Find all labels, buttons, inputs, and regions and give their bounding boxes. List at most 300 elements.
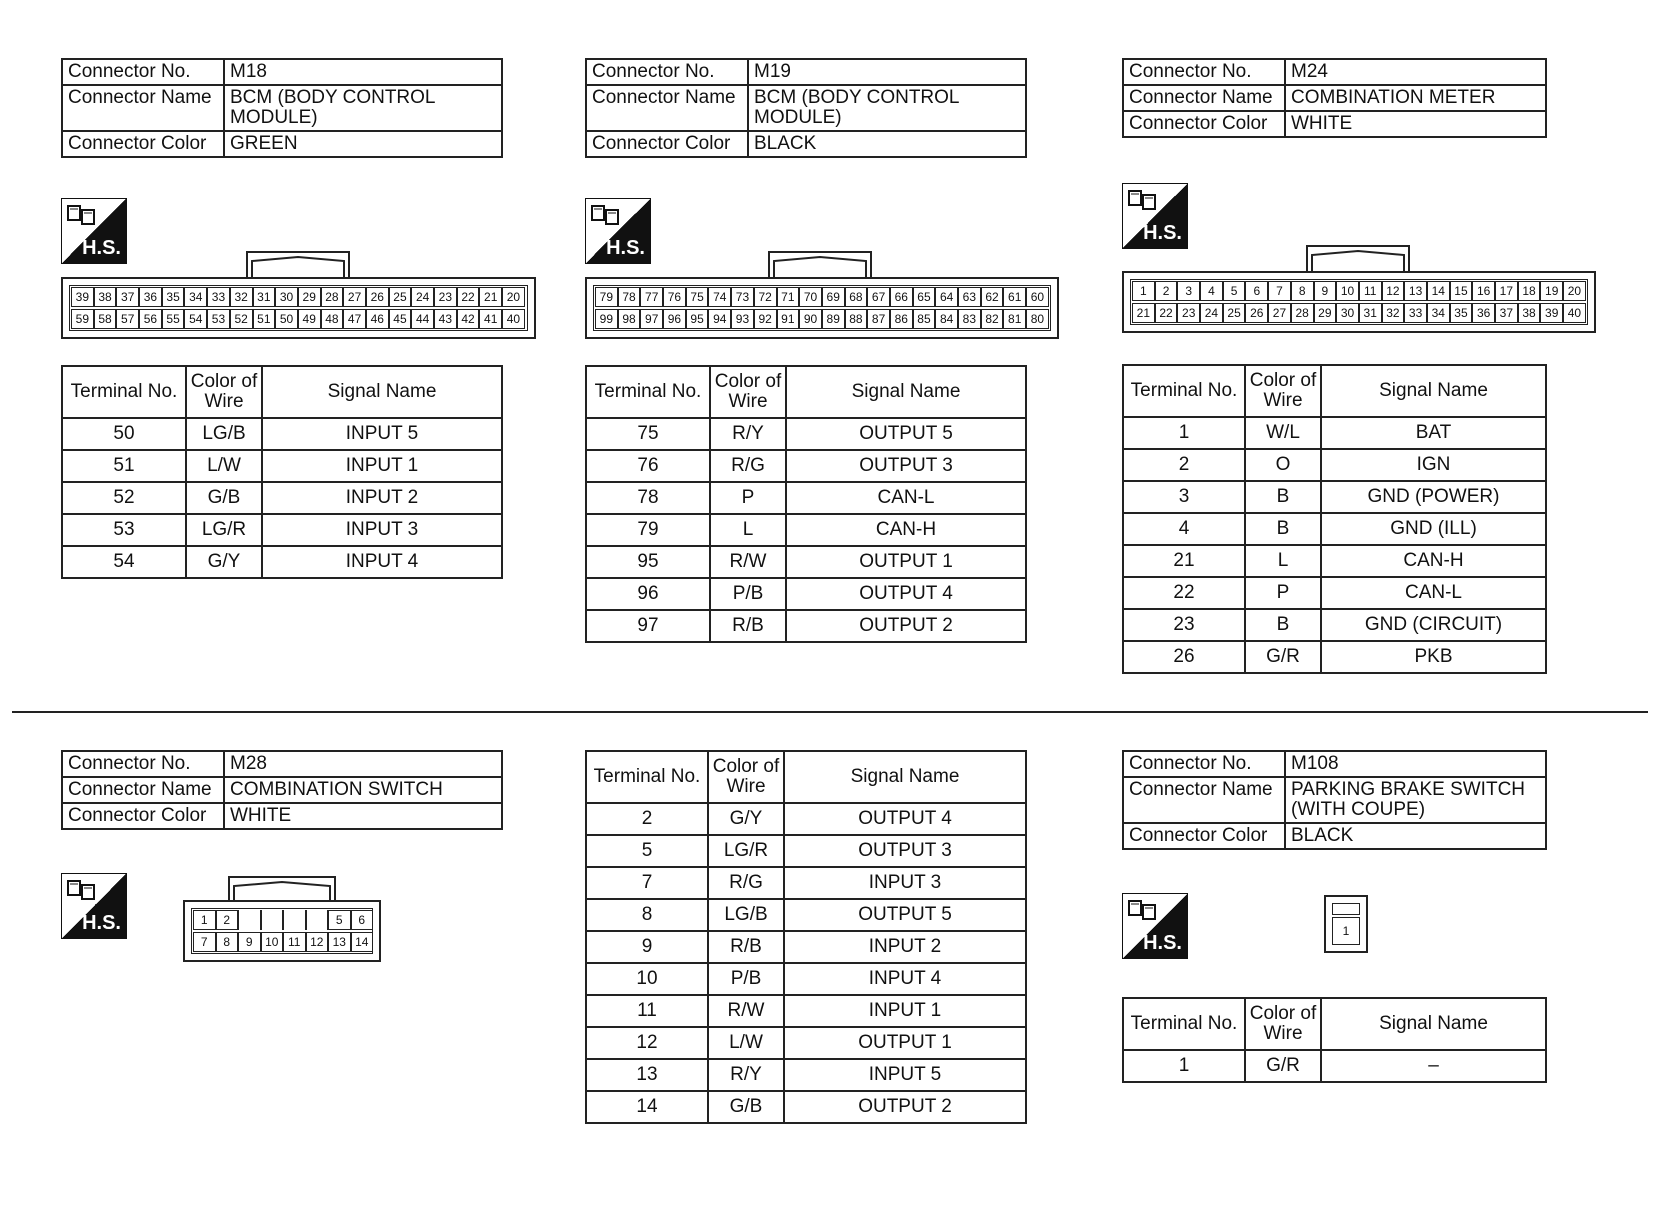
wire-color-cell: P/B xyxy=(708,963,784,995)
hs-label: H.S. xyxy=(1143,932,1182,954)
m19-terminal-table xyxy=(585,365,1027,643)
pin-row-top xyxy=(71,287,525,307)
connector-pin: 28 xyxy=(321,287,344,307)
wire-color-cell: O xyxy=(1245,449,1321,481)
wire-color-header: Color of Wire xyxy=(708,751,784,803)
connector-pin: 19 xyxy=(1540,281,1563,301)
connector-pin: 34 xyxy=(184,287,207,307)
connector-pin: 57 xyxy=(116,309,139,329)
signal-name-cell: OUTPUT 4 xyxy=(784,803,1026,835)
connector-pin: 24 xyxy=(411,287,434,307)
table-row xyxy=(586,899,1026,931)
wire-color-cell: B xyxy=(1245,481,1321,513)
table-row xyxy=(586,610,1026,642)
connector-pin: 70 xyxy=(799,287,822,307)
terminal-no-cell: 12 xyxy=(586,1027,708,1059)
connector-pin: 4 xyxy=(1200,281,1223,301)
connector-pin: 83 xyxy=(958,309,981,329)
signal-name-header: Signal Name xyxy=(784,751,1026,803)
connector-no-value: M18 xyxy=(224,59,502,85)
connector-pin: 58 xyxy=(94,309,117,329)
m24-terminal-table xyxy=(1122,364,1547,674)
wire-color-header: Color of Wire xyxy=(186,366,262,418)
connector-hand-icon xyxy=(1128,899,1158,921)
connector-pin: 22 xyxy=(457,287,480,307)
connector-pin: 28 xyxy=(1291,303,1314,323)
pin-row-top xyxy=(193,910,373,930)
wire-color-cell: LG/B xyxy=(708,899,784,931)
terminal-no-cell: 2 xyxy=(586,803,708,835)
connector-pin: 8 xyxy=(216,932,239,952)
harness-side-icon xyxy=(1122,183,1188,249)
terminal-no-header: Terminal No. xyxy=(1123,365,1245,417)
signal-name-cell: INPUT 1 xyxy=(262,450,502,482)
connector-pin: 14 xyxy=(351,932,374,952)
connector-pin: 9 xyxy=(1314,281,1337,301)
table-row xyxy=(586,803,1026,835)
signal-name-header: Signal Name xyxy=(1321,365,1546,417)
signal-name-cell: IGN xyxy=(1321,449,1546,481)
connector-pin: 21 xyxy=(1132,303,1155,323)
connector-hand-icon xyxy=(67,879,97,901)
connector-pin: 84 xyxy=(935,309,958,329)
connector-name-label: Connector Name xyxy=(62,85,224,131)
connector-pin: 27 xyxy=(1268,303,1291,323)
harness-side-icon xyxy=(61,873,127,939)
signal-name-cell: INPUT 5 xyxy=(784,1059,1026,1091)
wire-color-cell: P xyxy=(710,482,786,514)
connector-pin: 33 xyxy=(207,287,230,307)
connector-pin: 10 xyxy=(261,932,284,952)
connector-pin: 32 xyxy=(230,287,253,307)
signal-name-header: Signal Name xyxy=(1321,998,1546,1050)
m18-connector-face xyxy=(61,277,536,339)
connector-pin: 99 xyxy=(595,309,618,329)
harness-side-icon xyxy=(61,198,127,264)
connector-pin: 47 xyxy=(343,309,366,329)
terminal-no-cell: 52 xyxy=(62,482,186,514)
connector-pin: 90 xyxy=(799,309,822,329)
connector-no-value: M19 xyxy=(748,59,1026,85)
signal-name-cell: INPUT 4 xyxy=(784,963,1026,995)
connector-pin: 23 xyxy=(434,287,457,307)
connector-pin xyxy=(283,910,306,930)
connector-pin: 75 xyxy=(686,287,709,307)
signal-name-cell: GND (CIRCUIT) xyxy=(1321,609,1546,641)
signal-name-cell: OUTPUT 2 xyxy=(786,610,1026,642)
table-row xyxy=(586,867,1026,899)
connector-pin: 26 xyxy=(366,287,389,307)
connector-pin: 15 xyxy=(1450,281,1473,301)
terminal-no-cell: 10 xyxy=(586,963,708,995)
connector-pin: 2 xyxy=(1155,281,1178,301)
terminal-no-header: Terminal No. xyxy=(62,366,186,418)
pin-row-bottom xyxy=(595,309,1049,329)
connector-color-label: Connector Color xyxy=(1123,111,1285,137)
pin-row-bottom xyxy=(193,932,373,952)
table-row xyxy=(1123,609,1546,641)
wire-color-cell: L xyxy=(710,514,786,546)
connector-name-value: BCM (BODY CONTROL MODULE) xyxy=(748,85,1026,131)
signal-name-cell: GND (POWER) xyxy=(1321,481,1546,513)
terminal-no-cell: 11 xyxy=(586,995,708,1027)
table-row xyxy=(1123,481,1546,513)
hs-label: H.S. xyxy=(82,912,121,934)
m28-connector-face xyxy=(183,900,381,962)
wire-color-cell: R/W xyxy=(710,546,786,578)
m19-connector-info xyxy=(585,58,1027,158)
wire-color-cell: R/Y xyxy=(710,418,786,450)
connector-pin: 64 xyxy=(935,287,958,307)
table-row xyxy=(586,546,1026,578)
connector-no-label: Connector No. xyxy=(62,59,224,85)
wire-color-cell: G/B xyxy=(186,482,262,514)
connector-pin: 46 xyxy=(366,309,389,329)
connector-pin xyxy=(306,910,329,930)
connector-pin: 34 xyxy=(1427,303,1450,323)
connector-latch xyxy=(228,876,336,902)
connector-pin: 5 xyxy=(328,910,351,930)
connector-pin: 17 xyxy=(1495,281,1518,301)
connector-pin: 71 xyxy=(777,287,800,307)
connector-pin: 93 xyxy=(731,309,754,329)
connector-pin: 30 xyxy=(1336,303,1359,323)
connector-pin xyxy=(261,910,284,930)
connector-pin: 9 xyxy=(238,932,261,952)
table-row xyxy=(586,963,1026,995)
connector-pin: 56 xyxy=(139,309,162,329)
table-row xyxy=(62,546,502,578)
connector-no-label: Connector No. xyxy=(1123,751,1285,777)
connector-pin: 67 xyxy=(867,287,890,307)
connector-pin: 48 xyxy=(321,309,344,329)
connector-pin: 21 xyxy=(479,287,502,307)
wire-color-cell: R/Y xyxy=(708,1059,784,1091)
connector-pin: 33 xyxy=(1404,303,1427,323)
signal-name-header: Signal Name xyxy=(786,366,1026,418)
connector-hand-icon xyxy=(1128,189,1158,211)
signal-name-cell: GND (ILL) xyxy=(1321,513,1546,545)
pin-1: 1 xyxy=(1332,917,1360,945)
connector-pin: 7 xyxy=(193,932,216,952)
wire-color-cell: LG/R xyxy=(708,835,784,867)
connector-pin: 25 xyxy=(389,287,412,307)
table-row xyxy=(62,418,502,450)
wire-color-cell: W/L xyxy=(1245,417,1321,449)
table-row xyxy=(1123,545,1546,577)
wire-color-cell: G/R xyxy=(1245,1050,1321,1082)
harness-side-icon xyxy=(585,198,651,264)
connector-pin: 3 xyxy=(1177,281,1200,301)
connector-pin: 32 xyxy=(1382,303,1405,323)
table-row xyxy=(586,514,1026,546)
connector-pin xyxy=(238,910,261,930)
terminal-no-cell: 50 xyxy=(62,418,186,450)
table-row xyxy=(586,835,1026,867)
terminal-no-cell: 1 xyxy=(1123,417,1245,449)
connector-name-value: COMBINATION METER xyxy=(1285,85,1546,111)
connector-pin: 40 xyxy=(1563,303,1586,323)
connector-pin: 74 xyxy=(708,287,731,307)
connector-pin: 1 xyxy=(193,910,216,930)
terminal-no-cell: 21 xyxy=(1123,545,1245,577)
connector-pin: 30 xyxy=(275,287,298,307)
connector-color-label: Connector Color xyxy=(62,803,224,829)
table-row xyxy=(586,931,1026,963)
signal-name-cell: OUTPUT 2 xyxy=(784,1091,1026,1123)
connector-no-value: M108 xyxy=(1285,751,1546,777)
signal-name-cell: OUTPUT 3 xyxy=(786,450,1026,482)
connector-latch xyxy=(768,251,872,279)
connector-pin: 12 xyxy=(306,932,329,952)
terminal-no-cell: 5 xyxy=(586,835,708,867)
m108-connector-info xyxy=(1122,750,1547,850)
wire-color-cell: R/G xyxy=(708,867,784,899)
connector-pin: 38 xyxy=(94,287,117,307)
signal-name-cell: PKB xyxy=(1321,641,1546,673)
table-row xyxy=(1123,641,1546,673)
table-row xyxy=(586,1059,1026,1091)
connector-name-value: PARKING BRAKE SWITCH (WITH COUPE) xyxy=(1285,777,1546,823)
connector-pin: 94 xyxy=(708,309,731,329)
connector-pin: 59 xyxy=(71,309,94,329)
wire-color-cell: P/B xyxy=(710,578,786,610)
connector-pin: 29 xyxy=(1314,303,1337,323)
table-row xyxy=(586,482,1026,514)
connector-pin: 43 xyxy=(434,309,457,329)
table-row xyxy=(586,578,1026,610)
terminal-no-header: Terminal No. xyxy=(1123,998,1245,1050)
connector-pin: 23 xyxy=(1177,303,1200,323)
connector-pin: 68 xyxy=(845,287,868,307)
connector-pin: 16 xyxy=(1472,281,1495,301)
connector-pin: 87 xyxy=(867,309,890,329)
table-row xyxy=(62,450,502,482)
section-divider xyxy=(12,711,1648,713)
connector-pin: 61 xyxy=(1003,287,1026,307)
hs-label: H.S. xyxy=(82,237,121,259)
terminal-no-cell: 14 xyxy=(586,1091,708,1123)
connector-pin: 45 xyxy=(389,309,412,329)
m24-connector-info xyxy=(1122,58,1547,138)
connector-pin: 22 xyxy=(1155,303,1178,323)
connector-pin: 31 xyxy=(1359,303,1382,323)
m108-connector-face xyxy=(1324,895,1368,953)
table-row xyxy=(586,995,1026,1027)
connector-pin: 44 xyxy=(411,309,434,329)
connector-latch xyxy=(246,251,350,279)
connector-pin: 66 xyxy=(890,287,913,307)
connector-pin: 77 xyxy=(640,287,663,307)
wire-color-cell: R/W xyxy=(708,995,784,1027)
connector-pin: 51 xyxy=(253,309,276,329)
connector-pin: 96 xyxy=(663,309,686,329)
signal-name-cell: INPUT 2 xyxy=(262,482,502,514)
connector-pin: 31 xyxy=(253,287,276,307)
connector-pin: 5 xyxy=(1223,281,1246,301)
connector-pin: 36 xyxy=(1472,303,1495,323)
connector-color-value: BLACK xyxy=(748,131,1026,157)
connector-pin: 73 xyxy=(731,287,754,307)
wire-color-header: Color of Wire xyxy=(1245,365,1321,417)
connector-pin: 82 xyxy=(981,309,1004,329)
connector-pin: 49 xyxy=(298,309,321,329)
terminal-no-cell: 76 xyxy=(586,450,710,482)
connector-no-value: M24 xyxy=(1285,59,1546,85)
connector-pin: 53 xyxy=(207,309,230,329)
connector-pin: 89 xyxy=(822,309,845,329)
connector-color-label: Connector Color xyxy=(62,131,224,157)
signal-name-cell: OUTPUT 4 xyxy=(786,578,1026,610)
wire-color-header: Color of Wire xyxy=(710,366,786,418)
signal-name-cell: CAN-H xyxy=(786,514,1026,546)
pin-row-bottom xyxy=(1132,303,1586,323)
connector-pin: 81 xyxy=(1003,309,1026,329)
connector-name-label: Connector Name xyxy=(1123,777,1285,823)
wire-color-cell: P xyxy=(1245,577,1321,609)
connector-color-value: WHITE xyxy=(1285,111,1546,137)
connector-pin: 36 xyxy=(139,287,162,307)
signal-name-cell: OUTPUT 1 xyxy=(784,1027,1026,1059)
table-row xyxy=(1123,577,1546,609)
wire-color-cell: LG/R xyxy=(186,514,262,546)
connector-pin: 13 xyxy=(1404,281,1427,301)
table-row xyxy=(1123,1050,1546,1082)
connector-pin: 13 xyxy=(328,932,351,952)
connector-pin: 37 xyxy=(116,287,139,307)
pin-row-top xyxy=(1132,281,1586,301)
hs-label: H.S. xyxy=(606,237,645,259)
connector-pin: 35 xyxy=(162,287,185,307)
wire-color-cell: L/W xyxy=(186,450,262,482)
signal-name-cell: CAN-L xyxy=(1321,577,1546,609)
connector-color-label: Connector Color xyxy=(586,131,748,157)
connector-no-label: Connector No. xyxy=(62,751,224,777)
terminal-no-cell: 26 xyxy=(1123,641,1245,673)
connector-pin: 79 xyxy=(595,287,618,307)
wire-color-cell: R/G xyxy=(710,450,786,482)
connector-pin: 63 xyxy=(958,287,981,307)
signal-name-cell: INPUT 3 xyxy=(784,867,1026,899)
connector-no-label: Connector No. xyxy=(1123,59,1285,85)
wire-color-cell: G/B xyxy=(708,1091,784,1123)
hs-label: H.S. xyxy=(1143,222,1182,244)
connector-name-value: BCM (BODY CONTROL MODULE) xyxy=(224,85,502,131)
terminal-no-cell: 8 xyxy=(586,899,708,931)
terminal-no-cell: 79 xyxy=(586,514,710,546)
m18-connector-info xyxy=(61,58,503,158)
table-row xyxy=(1123,449,1546,481)
terminal-no-cell: 75 xyxy=(586,418,710,450)
connector-pin: 12 xyxy=(1382,281,1405,301)
terminal-no-cell: 2 xyxy=(1123,449,1245,481)
m19-connector-face xyxy=(585,277,1059,339)
connector-pin: 39 xyxy=(71,287,94,307)
signal-name-cell: CAN-L xyxy=(786,482,1026,514)
wire-color-cell: LG/B xyxy=(186,418,262,450)
wire-color-cell: G/R xyxy=(1245,641,1321,673)
signal-name-cell: OUTPUT 3 xyxy=(784,835,1026,867)
connector-pin: 72 xyxy=(754,287,777,307)
wire-color-cell: B xyxy=(1245,513,1321,545)
table-row xyxy=(62,514,502,546)
m24-connector-face xyxy=(1122,271,1596,333)
signal-name-cell: INPUT 1 xyxy=(784,995,1026,1027)
connector-pin: 39 xyxy=(1540,303,1563,323)
connector-pin: 11 xyxy=(283,932,306,952)
connector-pin: 65 xyxy=(913,287,936,307)
connector-pin: 27 xyxy=(343,287,366,307)
connector-pin: 35 xyxy=(1450,303,1473,323)
pin-row-top xyxy=(595,287,1049,307)
connector-pin: 62 xyxy=(981,287,1004,307)
pin-row-bottom xyxy=(71,309,525,329)
wire-color-cell: G/Y xyxy=(186,546,262,578)
connector-pin: 52 xyxy=(230,309,253,329)
connector-no-value: M28 xyxy=(224,751,502,777)
connector-hand-icon xyxy=(67,204,97,226)
connector-pin: 20 xyxy=(502,287,525,307)
terminal-no-cell: 4 xyxy=(1123,513,1245,545)
connector-pin: 97 xyxy=(640,309,663,329)
signal-name-cell: CAN-H xyxy=(1321,545,1546,577)
table-row xyxy=(586,418,1026,450)
connector-pin: 37 xyxy=(1495,303,1518,323)
signal-name-cell: INPUT 3 xyxy=(262,514,502,546)
terminal-no-cell: 54 xyxy=(62,546,186,578)
connector-pin: 40 xyxy=(502,309,525,329)
terminal-no-cell: 96 xyxy=(586,578,710,610)
terminal-no-header: Terminal No. xyxy=(586,751,708,803)
connector-color-label: Connector Color xyxy=(1123,823,1285,849)
connector-color-value: WHITE xyxy=(224,803,502,829)
connector-color-value: BLACK xyxy=(1285,823,1546,849)
signal-name-cell: OUTPUT 5 xyxy=(786,418,1026,450)
connector-pin: 95 xyxy=(686,309,709,329)
connector-pin: 2 xyxy=(216,910,239,930)
terminal-no-header: Terminal No. xyxy=(586,366,710,418)
wire-color-cell: R/B xyxy=(708,931,784,963)
connector-pin: 24 xyxy=(1200,303,1223,323)
terminal-no-cell: 51 xyxy=(62,450,186,482)
m18-terminal-table xyxy=(61,365,503,579)
connector-name-label: Connector Name xyxy=(62,777,224,803)
connector-latch xyxy=(1306,245,1410,273)
connector-pin: 92 xyxy=(754,309,777,329)
connector-color-value: GREEN xyxy=(224,131,502,157)
connector-pin: 78 xyxy=(618,287,641,307)
connector-pin: 14 xyxy=(1427,281,1450,301)
connector-pin: 50 xyxy=(275,309,298,329)
terminal-no-cell: 97 xyxy=(586,610,710,642)
terminal-no-cell: 3 xyxy=(1123,481,1245,513)
connector-name-label: Connector Name xyxy=(1123,85,1285,111)
table-row xyxy=(62,482,502,514)
connector-pin: 88 xyxy=(845,309,868,329)
terminal-no-cell: 1 xyxy=(1123,1050,1245,1082)
terminal-no-cell: 53 xyxy=(62,514,186,546)
connector-pin: 91 xyxy=(777,309,800,329)
terminal-no-cell: 78 xyxy=(586,482,710,514)
wire-color-cell: R/B xyxy=(710,610,786,642)
m28-terminal-table xyxy=(585,750,1027,1124)
signal-name-cell: INPUT 2 xyxy=(784,931,1026,963)
signal-name-cell: BAT xyxy=(1321,417,1546,449)
connector-no-label: Connector No. xyxy=(586,59,748,85)
signal-name-header: Signal Name xyxy=(262,366,502,418)
connector-pin: 41 xyxy=(479,309,502,329)
harness-side-icon xyxy=(1122,893,1188,959)
